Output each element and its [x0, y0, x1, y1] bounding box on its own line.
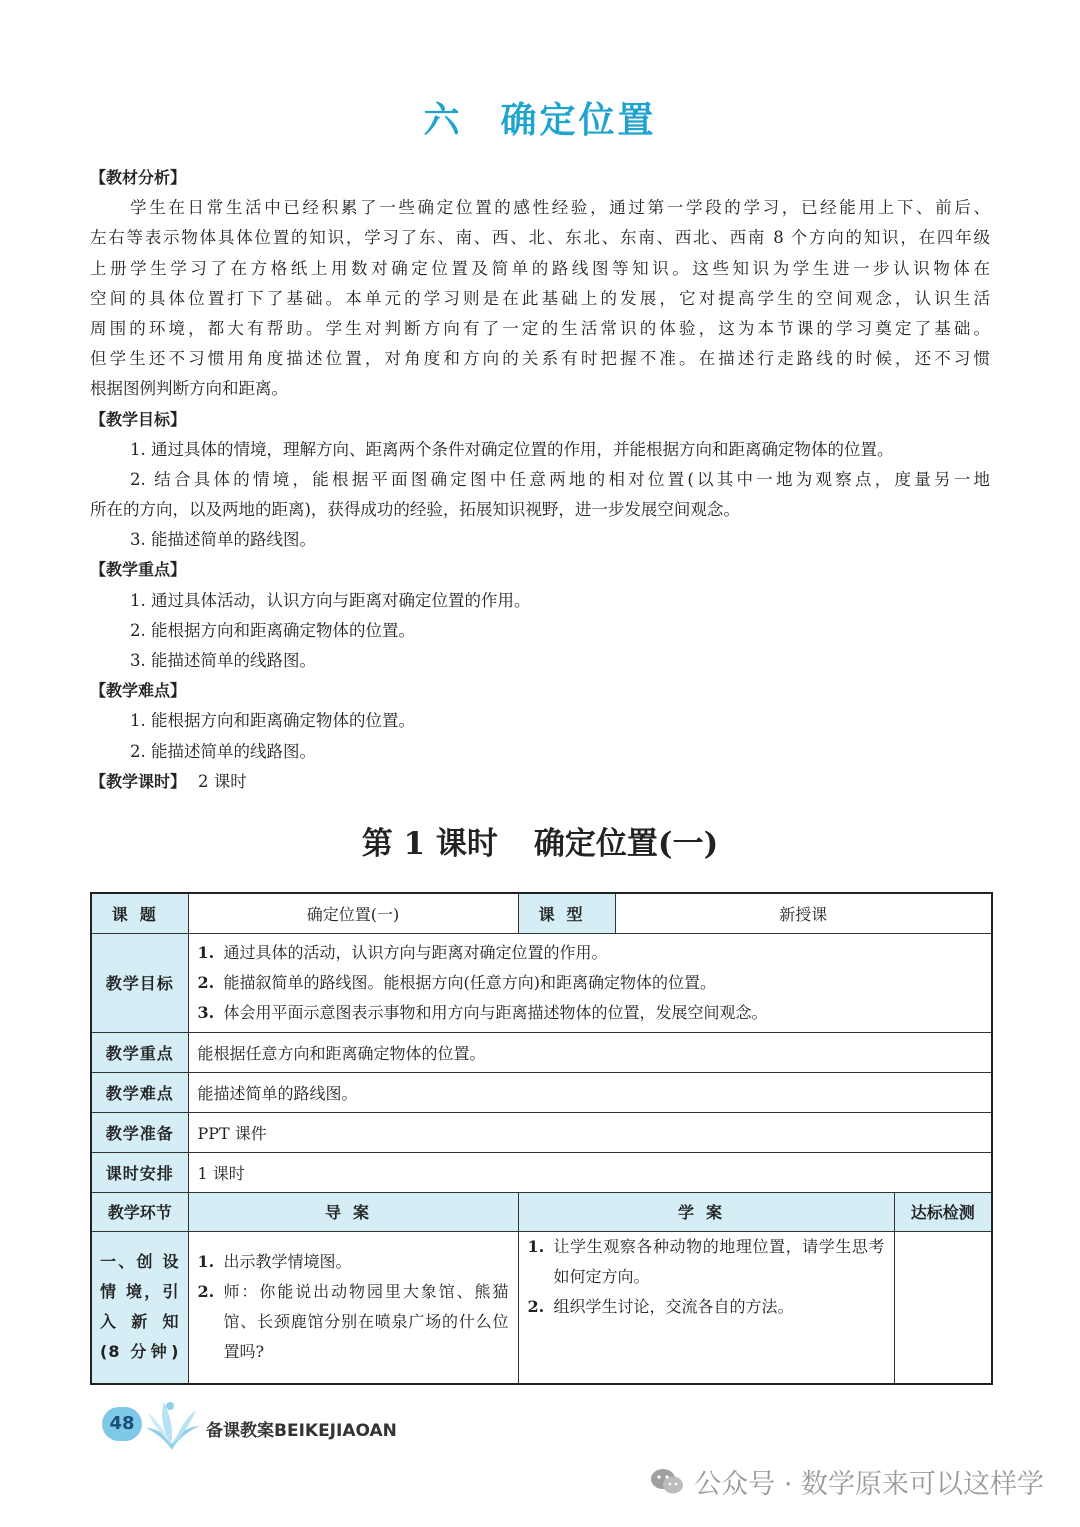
table-row [91, 1112, 992, 1152]
col-check: 达标检测 [894, 1192, 992, 1231]
study-cell [518, 1231, 894, 1384]
stage-cell [91, 1231, 188, 1384]
footer-brand: 备课教案BEIKEJIAOAN [206, 1421, 397, 1441]
topic-label: 课题 [91, 893, 188, 933]
wechat-icon [650, 1467, 684, 1497]
key-label: 教学重点 [91, 1032, 188, 1072]
lesson-title [0, 818, 1080, 863]
leaf-logo-icon [142, 1398, 204, 1454]
objective-item: 3. 能描述简单的路线图。 [130, 530, 316, 550]
table-row [91, 933, 992, 1032]
unit-number: 六 [423, 100, 463, 141]
stage-line: 入 新 知 [100, 1312, 180, 1332]
sched-value: 1 课时 [188, 1152, 992, 1192]
goal-item: 1. 通过具体的活动，认识方向与距离对确定位置的作用。 [197, 942, 608, 962]
analysis-line: 学生在日常生活中已经积累了一些确定位置的感性经验，通过第一学段的学习，已经能用上下、前后、 [130, 198, 990, 218]
page-number: 48 [102, 1407, 142, 1441]
stage-line: (8 分钟) [100, 1342, 180, 1362]
type-value: 新授课 [615, 893, 992, 933]
prep-label: 教学准备 [91, 1112, 188, 1152]
unit-overview [90, 163, 990, 797]
study-item: 1. 让学生观察各种动物的地理位置，请学生思考如何定方向。 [527, 1236, 885, 1286]
stage-line: 一、创 设 [100, 1252, 180, 1272]
analysis-line: 左右等表示物体具体位置的知识，学习了东、南、西、北、东北、东南、西北、西南 8 个方向的知识，在四年级 [90, 228, 990, 248]
stage-line: 情 境，引 [100, 1282, 180, 1302]
table-row [91, 893, 992, 933]
goal-item: 2. 能描叙简单的路线图。能根据方向(任意方向)和距离确定物体的位置。 [197, 972, 716, 992]
check-cell [894, 1231, 992, 1384]
key-point-item: 1. 通过具体活动，认识方向与距离对确定位置的作用。 [130, 590, 531, 610]
table-row [91, 1072, 992, 1112]
goals-label: 教学目标 [91, 933, 188, 1032]
difficulty-item: 2. 能描述简单的线路图。 [130, 741, 316, 761]
key-point-item: 2. 能根据方向和距离确定物体的位置。 [130, 620, 415, 640]
page-footer [102, 1404, 422, 1454]
guide-item: 2. 师：你能说出动物园里大象馆、熊猫馆、长颈鹿馆分别在喷泉广场的什么位置吗? [197, 1282, 509, 1362]
key-points-heading: 【教学重点】 [90, 560, 187, 580]
unit-title [0, 92, 1080, 143]
diff-label: 教学难点 [91, 1072, 188, 1112]
diff-value: 能描述简单的路线图。 [188, 1072, 992, 1112]
guide-cell [188, 1231, 518, 1384]
step-label: 教学环节 [91, 1192, 188, 1231]
topic-value: 确定位置(一) [188, 893, 518, 933]
key-value: 能根据任意方向和距离确定物体的位置。 [188, 1032, 992, 1072]
analysis-heading: 【教材分析】 [90, 168, 187, 187]
lesson-number: 第 1 课时 [361, 826, 498, 862]
analysis-line: 但学生还不习惯用角度描述位置，对角度和方向的关系有时把握不准。在描述行走路线的时候，还不习惯 [90, 349, 990, 369]
lesson-plan-table [90, 892, 993, 1385]
table-row [91, 1152, 992, 1192]
analysis-line: 周围的环境，都大有帮助。学生对判断方向有了一定的生活常识的体验，这为本节课的学习奠定了基础。 [90, 318, 990, 338]
study-item: 2. 组织学生讨论，交流各自的方法。 [527, 1296, 794, 1316]
hours-heading: 【教学课时】 [90, 771, 187, 791]
prep-value: PPT 课件 [188, 1112, 992, 1152]
guide-item: 1. 出示教学情境图。 [197, 1252, 352, 1272]
objective-item: 2. 结合具体的情境，能根据平面图确定图中任意两地的相对位置(以其中一地为观察点，度量另一地 [130, 469, 990, 489]
table-header-row [91, 1192, 992, 1231]
sched-label: 课时安排 [91, 1152, 188, 1192]
objectives-heading: 【教学目标】 [90, 409, 187, 429]
hours-value: 2 课时 [198, 771, 247, 791]
watermark-text: 公众号 · 数学原来可以这样学 [694, 1469, 1044, 1500]
goal-item: 3. 体会用平面示意图表示事物和用方向与距离描述物体的位置，发展空间观念。 [197, 1002, 768, 1022]
lesson-name: 确定位置(一) [533, 826, 719, 862]
analysis-line: 根据图例判断方向和距离。 [90, 379, 288, 399]
hours-row [90, 767, 990, 797]
key-point-item: 3. 能描述简单的线路图。 [130, 651, 316, 670]
difficulties-heading: 【教学难点】 [90, 681, 187, 701]
table-row [91, 1231, 992, 1384]
analysis-line: 空间的具体位置打下了基础。本单元的学习则是在此基础上的发展，它对提高学生的空间观念，认识生活 [90, 288, 990, 308]
difficulty-item: 1. 能根据方向和距离确定物体的位置。 [130, 711, 415, 731]
objective-item-cont: 所在的方向，以及两地的距离)，获得成功的经验，拓展知识视野，进一步发展空间观念。 [90, 500, 740, 520]
unit-name: 确定位置 [500, 100, 657, 141]
type-label: 课型 [518, 893, 615, 933]
watermark [650, 1462, 1044, 1501]
col-guide: 导案 [188, 1192, 518, 1231]
analysis-line: 上册学生学习了在方格纸上用数对确定位置及简单的路线图等知识。这些知识为学生进一步认识物体在 [90, 258, 990, 278]
objective-item: 1. 通过具体的情境，理解方向、距离两个条件对确定位置的作用，并能根据方向和距离确定物体的位置。 [130, 439, 894, 459]
table-row [91, 1032, 992, 1072]
goals-cell [188, 933, 992, 1032]
col-study: 学案 [518, 1192, 894, 1231]
